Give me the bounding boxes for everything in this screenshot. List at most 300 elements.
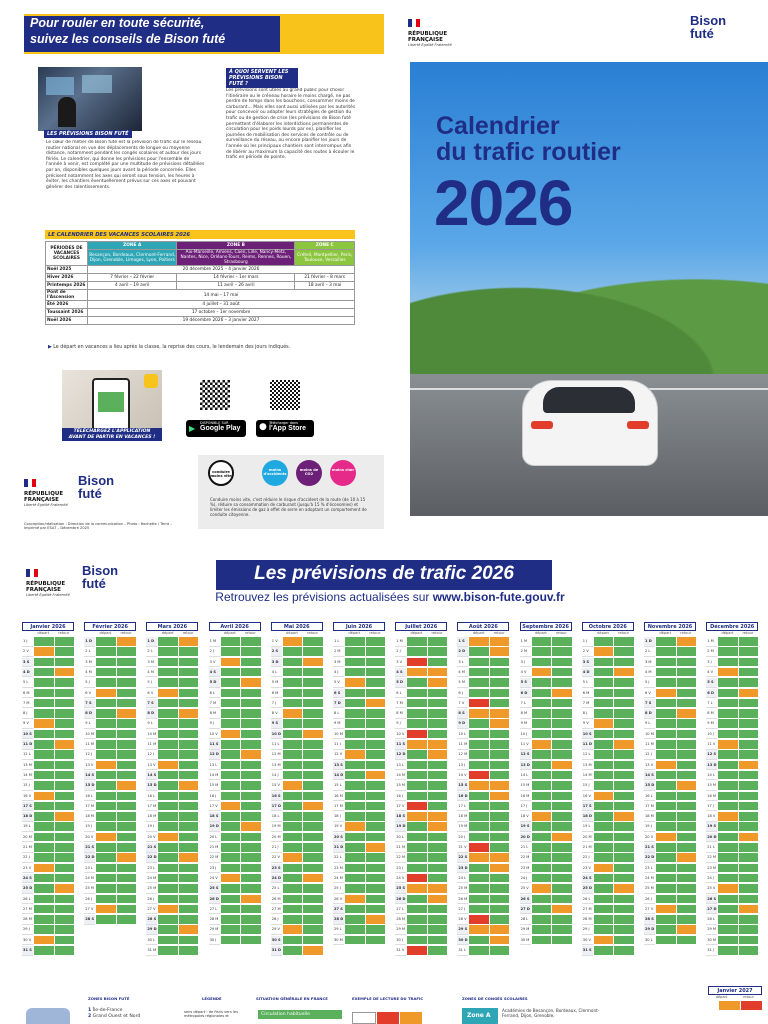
month-col-labels: départ retour bbox=[223, 631, 256, 635]
day-row bbox=[22, 822, 74, 832]
departure-cell bbox=[531, 812, 552, 822]
day-label: 3 J bbox=[706, 658, 717, 668]
departure-cell bbox=[468, 637, 489, 647]
return-cell bbox=[551, 853, 572, 863]
return-cell bbox=[738, 699, 759, 709]
apple-label: l'App Store bbox=[269, 425, 307, 432]
return-cell bbox=[613, 750, 634, 760]
departure-cell bbox=[655, 925, 676, 935]
departure-cell bbox=[593, 946, 614, 956]
return-cell bbox=[302, 771, 323, 781]
return-cell bbox=[240, 637, 261, 647]
day-row bbox=[582, 843, 634, 853]
day-row bbox=[457, 730, 509, 740]
day-row bbox=[209, 699, 261, 709]
return-cell bbox=[489, 771, 510, 781]
departure-cell bbox=[344, 843, 365, 853]
day-label: 3 D bbox=[271, 658, 282, 668]
day-label: 3 S bbox=[22, 658, 33, 668]
day-row bbox=[706, 864, 758, 874]
day-label: 15 L bbox=[333, 781, 344, 791]
return-cell bbox=[551, 771, 572, 781]
return-cell bbox=[365, 874, 386, 884]
day-label: 23 J bbox=[209, 864, 220, 874]
return-cell bbox=[178, 658, 199, 668]
day-row bbox=[582, 740, 634, 750]
day-row bbox=[209, 761, 261, 771]
departure-cell bbox=[282, 812, 303, 822]
departure-cell bbox=[33, 925, 54, 935]
day-label: 27 M bbox=[582, 905, 593, 915]
departure-cell bbox=[157, 709, 178, 719]
return-cell bbox=[551, 699, 572, 709]
departure-cell bbox=[344, 719, 365, 729]
return-cell bbox=[178, 853, 199, 863]
return-cell bbox=[676, 864, 697, 874]
day-row bbox=[457, 637, 509, 647]
departure-cell bbox=[468, 946, 489, 956]
zone-a-cities: Besançon, Bordeaux, Clermont-Ferrand, Dijon, Grenoble, Limoges, Lyon, Poitiers bbox=[88, 250, 177, 266]
day-label: 9 L bbox=[146, 719, 157, 729]
day-row bbox=[520, 647, 572, 657]
day-row bbox=[146, 812, 198, 822]
day-row bbox=[457, 771, 509, 781]
return-cell bbox=[613, 740, 634, 750]
departure-cell bbox=[468, 822, 489, 832]
day-label: 27 V bbox=[644, 905, 655, 915]
departure-cell bbox=[33, 864, 54, 874]
return-cell bbox=[489, 884, 510, 894]
return-cell bbox=[613, 647, 634, 657]
departure-cell bbox=[220, 699, 241, 709]
day-row bbox=[644, 771, 696, 781]
day-label: 16 V bbox=[582, 792, 593, 802]
return-cell bbox=[240, 884, 261, 894]
day-label: 28 J bbox=[271, 915, 282, 925]
return-cell bbox=[738, 812, 759, 822]
banner-line-1: Pour rouler en toute sécurité, bbox=[30, 16, 205, 30]
google-play-badge[interactable] bbox=[186, 420, 246, 437]
day-label: 19 M bbox=[457, 822, 468, 832]
return-cell bbox=[613, 833, 634, 843]
return-cell bbox=[178, 761, 199, 771]
return-cell bbox=[365, 647, 386, 657]
departure-cell bbox=[593, 936, 614, 946]
day-label: 4 L bbox=[271, 668, 282, 678]
day-label: 16 V bbox=[22, 792, 33, 802]
day-label: 13 D bbox=[520, 761, 531, 771]
departure-cell bbox=[33, 843, 54, 853]
return-cell bbox=[240, 709, 261, 719]
day-label: 28 S bbox=[84, 915, 95, 925]
day-label: 24 S bbox=[22, 874, 33, 884]
day-row bbox=[582, 884, 634, 894]
day-row bbox=[22, 668, 74, 678]
return-cell bbox=[302, 781, 323, 791]
departure-cell bbox=[468, 719, 489, 729]
departure-cell bbox=[33, 668, 54, 678]
return-cell bbox=[178, 699, 199, 709]
day-row bbox=[209, 792, 261, 802]
return-cell bbox=[116, 822, 137, 832]
example-strip bbox=[352, 1012, 422, 1024]
day-row bbox=[209, 905, 261, 915]
day-row bbox=[146, 936, 198, 946]
month-col-labels: départ retour bbox=[37, 631, 70, 635]
day-label: 31 J bbox=[706, 946, 717, 956]
departure-cell bbox=[655, 689, 676, 699]
return-cell bbox=[489, 740, 510, 750]
return-cell bbox=[613, 895, 634, 905]
day-row bbox=[706, 668, 758, 678]
day-row bbox=[333, 905, 385, 915]
departure-cell bbox=[220, 936, 241, 946]
month-title: Juillet 2026 bbox=[395, 622, 447, 631]
return-cell bbox=[54, 864, 75, 874]
eco-circle-4-text: moins cher bbox=[331, 468, 355, 472]
day-label: 31 M bbox=[146, 946, 157, 956]
return-cell bbox=[116, 678, 137, 688]
day-label: 13 M bbox=[22, 761, 33, 771]
legend-zones: ZONES BISON FUTÉ bbox=[88, 996, 130, 1001]
day-label: 18 M bbox=[84, 812, 95, 822]
day-label: 7 L bbox=[706, 699, 717, 709]
day-label: 23 S bbox=[271, 864, 282, 874]
departure-cell bbox=[157, 812, 178, 822]
return-cell bbox=[613, 781, 634, 791]
return-cell bbox=[613, 853, 634, 863]
return-cell bbox=[427, 699, 448, 709]
day-row bbox=[520, 822, 572, 832]
return-cell bbox=[489, 843, 510, 853]
day-label: 3 S bbox=[582, 658, 593, 668]
rf-motto: Liberté Égalité Fraternité bbox=[408, 43, 452, 48]
return-cell bbox=[54, 730, 75, 740]
departure-cell bbox=[593, 895, 614, 905]
day-row bbox=[146, 895, 198, 905]
departure-cell bbox=[717, 925, 738, 935]
return-cell bbox=[54, 678, 75, 688]
day-label: 15 M bbox=[520, 781, 531, 791]
return-cell bbox=[738, 658, 759, 668]
day-label: 16 M bbox=[520, 792, 531, 802]
return-cell bbox=[738, 750, 759, 760]
return-cell bbox=[738, 689, 759, 699]
day-row bbox=[395, 750, 447, 760]
day-label: 20 V bbox=[84, 833, 95, 843]
return-cell bbox=[178, 771, 199, 781]
departure-cell bbox=[717, 822, 738, 832]
day-row bbox=[457, 884, 509, 894]
departure-cell bbox=[33, 637, 54, 647]
departure-cell bbox=[33, 699, 54, 709]
month-col-labels: départ retour bbox=[534, 631, 567, 635]
day-label: 24 V bbox=[395, 874, 406, 884]
return-cell bbox=[302, 874, 323, 884]
departure-cell bbox=[33, 822, 54, 832]
return-cell bbox=[240, 761, 261, 771]
departure-cell bbox=[717, 771, 738, 781]
day-row bbox=[520, 689, 572, 699]
day-row bbox=[582, 771, 634, 781]
departure-cell bbox=[406, 678, 427, 688]
departure-cell bbox=[157, 668, 178, 678]
day-row bbox=[644, 750, 696, 760]
day-label: 6 M bbox=[582, 689, 593, 699]
return-cell bbox=[365, 699, 386, 709]
return-cell bbox=[302, 699, 323, 709]
return-cell bbox=[178, 874, 199, 884]
return-cell bbox=[427, 853, 448, 863]
return-cell bbox=[427, 905, 448, 915]
departure-cell bbox=[468, 812, 489, 822]
departure-cell bbox=[406, 802, 427, 812]
day-label: 27 D bbox=[706, 905, 717, 915]
day-row bbox=[520, 719, 572, 729]
return-cell bbox=[738, 895, 759, 905]
departure-cell bbox=[406, 884, 427, 894]
day-label: 20 M bbox=[271, 833, 282, 843]
departure-cell bbox=[95, 853, 116, 863]
return-cell bbox=[489, 637, 510, 647]
departure-cell bbox=[220, 874, 241, 884]
apple-small: Télécharger dans bbox=[269, 421, 298, 425]
day-label: 22 M bbox=[706, 853, 717, 863]
return-cell bbox=[178, 668, 199, 678]
zone-a-badge: Zone A bbox=[462, 1008, 498, 1024]
day-row bbox=[520, 936, 572, 946]
return-cell bbox=[738, 915, 759, 925]
gplay-label: Google Play bbox=[200, 425, 241, 432]
day-row bbox=[209, 781, 261, 791]
departure-cell bbox=[655, 699, 676, 709]
return-cell bbox=[676, 699, 697, 709]
departure-cell bbox=[468, 647, 489, 657]
day-row bbox=[271, 730, 323, 740]
day-row bbox=[22, 833, 74, 843]
day-row bbox=[22, 761, 74, 771]
departure-cell bbox=[655, 668, 676, 678]
day-label: 17 V bbox=[395, 802, 406, 812]
departure-cell bbox=[344, 874, 365, 884]
departure-cell bbox=[655, 812, 676, 822]
return-cell bbox=[302, 792, 323, 802]
return-cell bbox=[116, 853, 137, 863]
departure-cell bbox=[717, 647, 738, 657]
day-label: 26 M bbox=[271, 895, 282, 905]
departure-cell bbox=[282, 781, 303, 791]
day-label: 11 M bbox=[84, 740, 95, 750]
return-cell bbox=[54, 833, 75, 843]
departure-cell bbox=[33, 709, 54, 719]
day-label: 16 D bbox=[457, 792, 468, 802]
departure-cell bbox=[344, 740, 365, 750]
return-cell bbox=[365, 812, 386, 822]
day-row bbox=[644, 864, 696, 874]
day-row bbox=[84, 658, 136, 668]
departure-cell bbox=[593, 668, 614, 678]
day-row bbox=[520, 905, 572, 915]
day-label: 7 M bbox=[395, 699, 406, 709]
day-label: 23 J bbox=[395, 864, 406, 874]
day-label: 23 V bbox=[582, 864, 593, 874]
departure-cell bbox=[282, 915, 303, 925]
departure-cell bbox=[593, 689, 614, 699]
return-cell bbox=[551, 761, 572, 771]
day-row bbox=[644, 833, 696, 843]
departure-cell bbox=[406, 874, 427, 884]
return-cell bbox=[427, 925, 448, 935]
return-cell bbox=[178, 740, 199, 750]
return-cell bbox=[489, 730, 510, 740]
month-col-labels: départ retour bbox=[161, 631, 194, 635]
departure-cell bbox=[468, 905, 489, 915]
day-row bbox=[395, 843, 447, 853]
departure-cell bbox=[344, 925, 365, 935]
day-row bbox=[84, 802, 136, 812]
month-column bbox=[582, 622, 634, 956]
rf-motto: Liberté Égalité Fraternité bbox=[24, 503, 68, 508]
return-cell bbox=[240, 678, 261, 688]
return-cell bbox=[178, 915, 199, 925]
day-row bbox=[209, 853, 261, 863]
return-cell bbox=[427, 895, 448, 905]
day-label: 5 D bbox=[395, 678, 406, 688]
return-cell bbox=[489, 668, 510, 678]
next-month-title: Janvier 2027 bbox=[708, 986, 762, 995]
day-label: 25 M bbox=[146, 884, 157, 894]
return-cell bbox=[240, 647, 261, 657]
day-row bbox=[644, 658, 696, 668]
day-row bbox=[395, 740, 447, 750]
departure-cell bbox=[406, 781, 427, 791]
website-link[interactable]: www.bison-fute.gouv.fr bbox=[432, 590, 565, 604]
departure-cell bbox=[344, 853, 365, 863]
day-label: 17 S bbox=[22, 802, 33, 812]
day-row bbox=[395, 895, 447, 905]
return-cell bbox=[365, 895, 386, 905]
day-label: 23 M bbox=[333, 864, 344, 874]
day-row bbox=[333, 833, 385, 843]
departure-cell bbox=[468, 658, 489, 668]
return-cell bbox=[302, 761, 323, 771]
day-row bbox=[395, 771, 447, 781]
day-row bbox=[706, 740, 758, 750]
day-row bbox=[395, 730, 447, 740]
return-cell bbox=[489, 946, 510, 956]
day-label: 22 L bbox=[333, 853, 344, 863]
day-row bbox=[146, 843, 198, 853]
header-banner bbox=[24, 14, 384, 54]
departure-cell bbox=[33, 781, 54, 791]
day-label: 21 S bbox=[644, 843, 655, 853]
cover-image bbox=[410, 62, 768, 516]
return-cell bbox=[551, 895, 572, 905]
return-cell bbox=[365, 719, 386, 729]
day-row bbox=[146, 946, 198, 956]
day-row bbox=[520, 658, 572, 668]
day-label: 10 M bbox=[333, 730, 344, 740]
day-row bbox=[271, 678, 323, 688]
day-row bbox=[644, 792, 696, 802]
bison-word: Bison bbox=[78, 473, 115, 488]
day-label: 19 S bbox=[706, 822, 717, 832]
return-cell bbox=[365, 730, 386, 740]
departure-cell bbox=[468, 864, 489, 874]
day-label: 20 L bbox=[395, 833, 406, 843]
day-label: 1 D bbox=[146, 637, 157, 647]
day-label: 28 M bbox=[22, 915, 33, 925]
departure-cell bbox=[157, 658, 178, 668]
day-label: 19 J bbox=[644, 822, 655, 832]
day-row bbox=[644, 730, 696, 740]
day-row bbox=[706, 647, 758, 657]
zone-c-head: ZONE C bbox=[295, 242, 355, 250]
day-row bbox=[22, 740, 74, 750]
day-label: 12 M bbox=[457, 750, 468, 760]
day-row bbox=[395, 802, 447, 812]
day-row bbox=[457, 925, 509, 935]
day-row bbox=[146, 699, 198, 709]
day-label: 7 S bbox=[146, 699, 157, 709]
day-label: 25 V bbox=[520, 884, 531, 894]
return-cell bbox=[365, 678, 386, 688]
cover-title-line-1: Calendrier bbox=[436, 112, 560, 140]
return-cell bbox=[427, 812, 448, 822]
cover-year: 2026 bbox=[434, 167, 573, 239]
day-row bbox=[209, 843, 261, 853]
return-cell bbox=[676, 678, 697, 688]
day-label: 7 S bbox=[644, 699, 655, 709]
month-title: Juin 2026 bbox=[333, 622, 385, 631]
return-cell bbox=[676, 874, 697, 884]
day-label: 24 D bbox=[271, 874, 282, 884]
departure-cell bbox=[531, 647, 552, 657]
day-label: 6 J bbox=[457, 689, 468, 699]
day-row bbox=[644, 812, 696, 822]
app-store-badge[interactable] bbox=[256, 420, 314, 437]
day-row bbox=[209, 822, 261, 832]
day-label: 25 D bbox=[22, 884, 33, 894]
day-label: 28 M bbox=[209, 915, 220, 925]
day-label: 16 L bbox=[644, 792, 655, 802]
day-row bbox=[84, 647, 136, 657]
return-cell bbox=[551, 822, 572, 832]
day-row bbox=[457, 946, 509, 956]
departure-cell bbox=[157, 936, 178, 946]
departure-cell bbox=[593, 658, 614, 668]
day-row bbox=[84, 719, 136, 729]
return-cell bbox=[54, 658, 75, 668]
return-cell bbox=[302, 709, 323, 719]
day-row bbox=[457, 895, 509, 905]
return-cell bbox=[489, 812, 510, 822]
departure-cell bbox=[344, 802, 365, 812]
day-label: 1 V bbox=[271, 637, 282, 647]
departure-cell bbox=[593, 699, 614, 709]
day-label: 11 M bbox=[644, 740, 655, 750]
departure-cell bbox=[157, 905, 178, 915]
day-label: 12 S bbox=[520, 750, 531, 760]
day-row bbox=[271, 802, 323, 812]
return-cell bbox=[54, 750, 75, 760]
day-label: 21 M bbox=[395, 843, 406, 853]
day-label: 8 L bbox=[333, 709, 344, 719]
day-row bbox=[333, 915, 385, 925]
return-cell bbox=[489, 719, 510, 729]
day-label: 18 V bbox=[706, 812, 717, 822]
day-row bbox=[84, 730, 136, 740]
